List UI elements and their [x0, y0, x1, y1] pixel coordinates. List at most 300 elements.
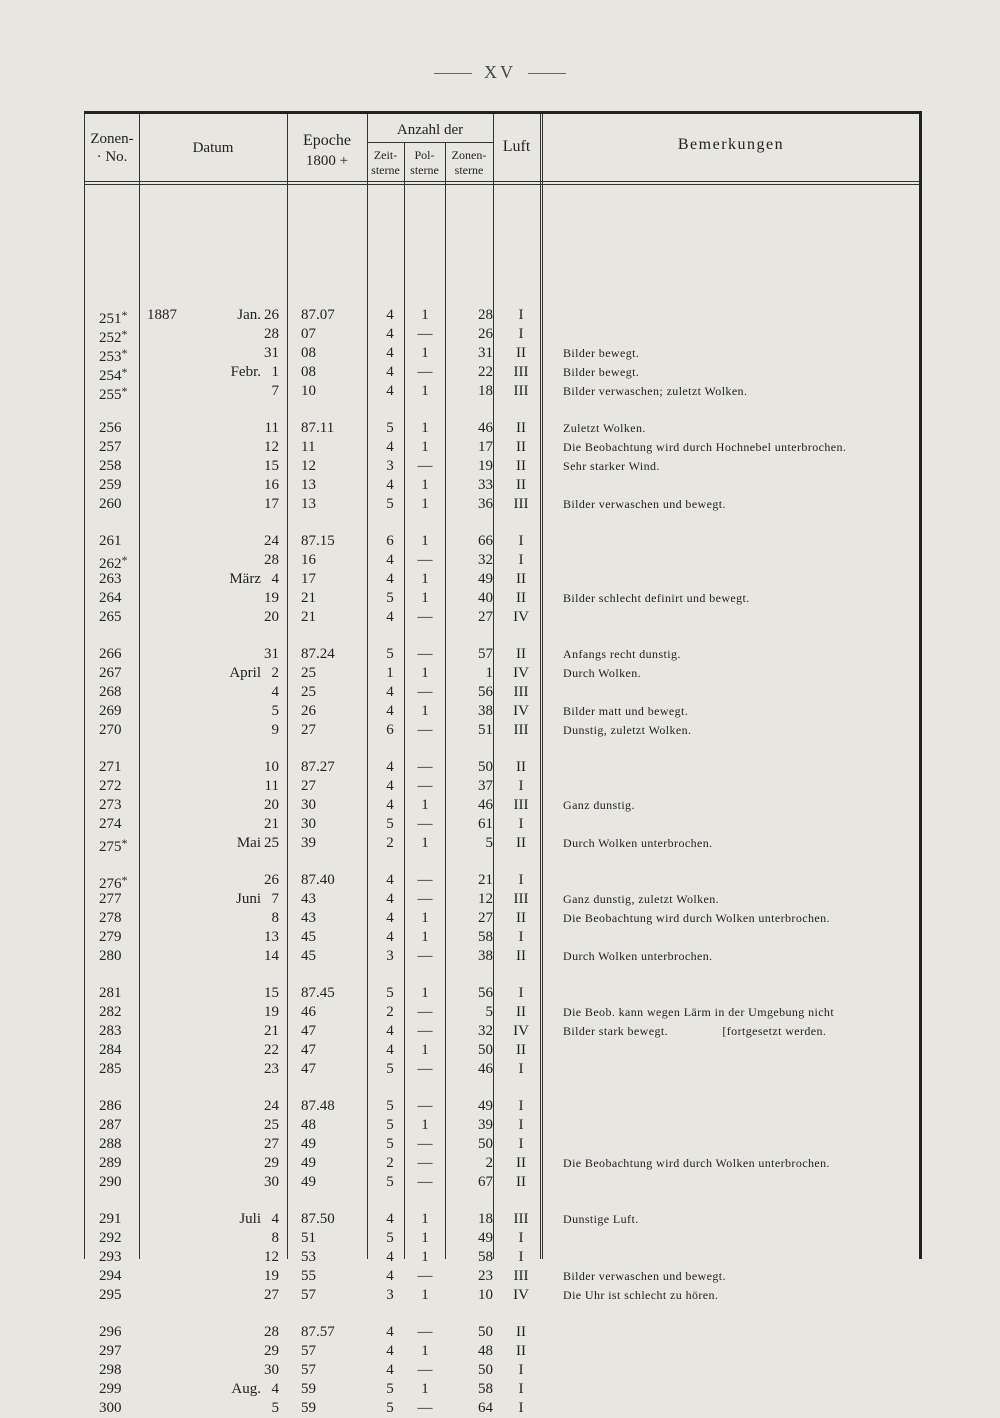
zeitsterne-count: 2 — [386, 1154, 394, 1171]
zonensterne-count: 39 — [478, 1116, 493, 1133]
table-row — [85, 531, 919, 551]
table-row — [85, 1059, 919, 1079]
luft-grade: II — [516, 457, 526, 474]
day: 27 — [264, 1135, 279, 1152]
zone-number: 298 — [99, 1361, 122, 1378]
epoch: 10 — [301, 382, 316, 399]
day: 8 — [271, 909, 279, 926]
polsterne-count: — — [417, 872, 433, 888]
zone-number: 262* — [99, 552, 128, 572]
epoch: 30 — [301, 815, 316, 832]
epoch: 26 — [301, 702, 316, 719]
zone-number: 268 — [99, 683, 122, 700]
zonensterne-count: 21 — [478, 872, 493, 888]
polsterne-count: — — [417, 1098, 433, 1114]
epoch: 45 — [301, 947, 316, 964]
luft-grade: I — [518, 1399, 524, 1416]
epoch: 55 — [301, 1267, 316, 1284]
zeitsterne-count: 4 — [386, 1248, 394, 1265]
zonensterne-count: 5 — [485, 834, 493, 851]
day: 25 — [264, 1116, 279, 1133]
day: 4 — [271, 683, 279, 700]
polsterne-count: 1 — [421, 589, 429, 606]
polsterne-count: — — [417, 1022, 433, 1039]
zone-number: 252* — [99, 326, 128, 346]
epoch: 47 — [301, 1041, 316, 1058]
table-row — [85, 1040, 919, 1060]
day: 7 — [271, 890, 279, 907]
zone-number: 271 — [99, 759, 122, 775]
day: 26 — [264, 872, 279, 888]
zone-number: 258 — [99, 457, 122, 474]
zone-number: 291 — [99, 1211, 122, 1227]
day: 19 — [264, 589, 279, 606]
zonensterne-count: 2 — [485, 1154, 493, 1171]
remark: Bilder verwaschen; zuletzt Wolken. — [563, 383, 748, 398]
zonensterne-count: 50 — [478, 1361, 493, 1378]
epoch: 47 — [301, 1060, 316, 1077]
epoch: 12 — [301, 457, 316, 474]
epoch: 45 — [301, 928, 316, 945]
zeitsterne-count: 4 — [386, 890, 394, 907]
day: 21 — [264, 1022, 279, 1039]
table-row — [85, 1341, 919, 1361]
polsterne-count: — — [417, 947, 433, 964]
zonensterne-count: 46 — [478, 420, 493, 436]
luft-grade: III — [513, 1211, 529, 1227]
zone-number: 251* — [99, 308, 128, 327]
zonensterne-count: 49 — [478, 1229, 493, 1246]
table-row — [85, 456, 919, 476]
zeitsterne-count: 5 — [386, 1135, 394, 1152]
zone-number: 272 — [99, 777, 122, 794]
zeitsterne-count: 4 — [386, 777, 394, 794]
day: 4 — [271, 570, 279, 587]
polsterne-count: — — [417, 1135, 433, 1152]
table-row — [85, 1002, 919, 1022]
remark: Ganz dunstig. — [563, 797, 635, 812]
luft-grade: III — [513, 382, 529, 399]
polsterne-count: 1 — [421, 1286, 429, 1303]
remark: Bilder verwaschen und bewegt. — [563, 496, 726, 511]
polsterne-count: 1 — [421, 495, 429, 512]
zone-number: 297 — [99, 1342, 122, 1359]
polsterne-count: — — [417, 551, 433, 568]
luft-grade: III — [513, 890, 529, 907]
zeitsterne-count: 4 — [386, 438, 394, 455]
zonensterne-count: 40 — [478, 589, 493, 606]
polsterne-count: 1 — [421, 1248, 429, 1265]
day: 30 — [264, 1361, 279, 1378]
month: Juli — [239, 1211, 261, 1227]
zone-number: 274 — [99, 815, 122, 832]
epoch: 21 — [301, 608, 316, 625]
header-luft: Luft — [502, 138, 531, 155]
zeitsterne-count: 5 — [386, 589, 394, 606]
remark: Durch Wolken unterbrochen. — [563, 835, 713, 850]
zone-number: 254* — [99, 364, 128, 384]
polsterne-count: — — [417, 1267, 433, 1284]
table-row — [85, 908, 919, 928]
zeitsterne-count: 4 — [386, 796, 394, 813]
zeitsterne-count: 4 — [386, 1324, 394, 1340]
zonensterne-count: 61 — [478, 815, 493, 832]
zeitsterne-count: 4 — [386, 476, 394, 493]
day: 2 — [271, 664, 279, 681]
zone-number: 282 — [99, 1003, 122, 1020]
header-anzahl: Anzahl der — [396, 122, 464, 138]
header-zonensterne: Zonen- sterne — [451, 148, 487, 177]
polsterne-count: — — [417, 325, 433, 342]
table-row — [85, 983, 919, 1003]
zone-number: 299 — [99, 1380, 122, 1397]
month: Mai — [236, 834, 261, 851]
zone-number: 285 — [99, 1060, 122, 1077]
zonensterne-count: 58 — [478, 1380, 493, 1397]
star-marker: * — [121, 345, 128, 360]
luft-grade: III — [513, 363, 529, 380]
zeitsterne-count: 6 — [386, 721, 394, 738]
day: 31 — [264, 344, 279, 361]
epoch: 87.07 — [301, 307, 335, 323]
zeitsterne-count: 5 — [386, 1399, 394, 1416]
luft-grade: III — [513, 1267, 529, 1284]
zeitsterne-count: 4 — [386, 1267, 394, 1284]
remark: Anfangs recht dunstig. — [563, 647, 681, 661]
zone-number: 281 — [99, 985, 122, 1001]
table-row — [85, 663, 919, 683]
day: 9 — [271, 721, 279, 738]
luft-grade: I — [518, 928, 524, 945]
polsterne-count: — — [417, 363, 433, 380]
star-marker: * — [121, 308, 128, 322]
zeitsterne-count: 4 — [386, 909, 394, 926]
polsterne-count: 1 — [421, 570, 429, 587]
remark: Bilder schlecht definirt und bewegt. — [563, 590, 750, 605]
zone-number: 287 — [99, 1116, 122, 1133]
luft-grade: IV — [513, 1022, 529, 1039]
epoch: 87.11 — [301, 420, 335, 436]
table-frame — [84, 111, 922, 1416]
table-row — [85, 814, 919, 834]
table-row — [85, 1322, 919, 1342]
polsterne-count: 1 — [421, 1041, 429, 1058]
zeitsterne-count: 4 — [386, 759, 394, 775]
day: 20 — [264, 608, 279, 625]
zonensterne-count: 22 — [478, 363, 493, 380]
zone-number: 300 — [99, 1399, 122, 1416]
day: 26 — [264, 307, 279, 323]
zonensterne-count: 31 — [478, 344, 493, 361]
zeitsterne-count: 5 — [386, 1173, 394, 1190]
zonensterne-count: 58 — [478, 928, 493, 945]
day: 5 — [271, 702, 279, 719]
day: 27 — [264, 1286, 279, 1303]
luft-grade: I — [518, 1060, 524, 1077]
zonensterne-count: 50 — [478, 1324, 493, 1340]
epoch: 87.57 — [301, 1324, 335, 1340]
star-marker: * — [121, 835, 128, 850]
zonensterne-count: 46 — [478, 1060, 493, 1077]
luft-grade: II — [516, 476, 526, 493]
page-number — [0, 62, 1000, 83]
zeitsterne-count: 5 — [386, 495, 394, 512]
remark: Sehr starker Wind. — [563, 458, 660, 473]
zeitsterne-count: 4 — [386, 325, 394, 342]
zone-number: 275* — [99, 835, 128, 855]
zeitsterne-count: 5 — [386, 1098, 394, 1114]
polsterne-count: — — [417, 457, 433, 474]
zonensterne-count: 28 — [478, 307, 493, 323]
star-marker: * — [121, 873, 128, 887]
remark: Durch Wolken unterbrochen. — [563, 948, 713, 963]
zeitsterne-count: 5 — [386, 1116, 394, 1133]
luft-grade: II — [516, 1342, 526, 1359]
zeitsterne-count: 3 — [386, 1286, 394, 1303]
zeitsterne-count: 4 — [386, 344, 394, 361]
zeitsterne-count: 5 — [386, 815, 394, 832]
polsterne-count: 1 — [421, 533, 429, 549]
table-row — [85, 644, 919, 664]
polsterne-count: — — [417, 777, 433, 794]
polsterne-count: 1 — [421, 702, 429, 719]
day: 21 — [264, 815, 279, 832]
luft-grade: IV — [513, 1286, 529, 1303]
zeitsterne-count: 5 — [386, 985, 394, 1001]
polsterne-count: 1 — [421, 420, 429, 436]
header-polsterne: Pol- sterne — [410, 148, 439, 177]
zone-number: 278 — [99, 909, 122, 926]
zonensterne-count: 49 — [478, 570, 493, 587]
luft-grade: III — [513, 495, 529, 512]
polsterne-count: 1 — [421, 1229, 429, 1246]
zonensterne-count: 17 — [478, 438, 493, 455]
zeitsterne-count: 4 — [386, 1041, 394, 1058]
day: 24 — [264, 1098, 279, 1114]
remark: Ganz dunstig, zuletzt Wolken. — [563, 891, 720, 906]
zone-number: 259 — [99, 476, 122, 493]
luft-grade: I — [518, 815, 524, 832]
epoch: 57 — [301, 1286, 316, 1303]
zonensterne-count: 48 — [478, 1342, 493, 1359]
zeitsterne-count: 4 — [386, 1342, 394, 1359]
zone-number: 267 — [99, 664, 122, 681]
luft-grade: I — [518, 1380, 524, 1397]
epoch: 08 — [301, 363, 316, 380]
luft-grade: I — [518, 1116, 524, 1133]
zone-number: 286 — [99, 1098, 122, 1114]
epoch: 43 — [301, 890, 316, 907]
zeitsterne-count: 2 — [386, 1003, 394, 1020]
luft-grade: II — [516, 947, 526, 964]
luft-grade: IV — [513, 608, 529, 625]
zone-number: 255* — [99, 383, 128, 403]
table-row — [85, 1115, 919, 1135]
zeitsterne-count: 4 — [386, 1211, 394, 1227]
luft-grade: II — [516, 1041, 526, 1058]
polsterne-count: 1 — [421, 909, 429, 926]
zone-number: 289 — [99, 1154, 122, 1171]
zone-number: 283 — [99, 1022, 122, 1039]
luft-grade: I — [518, 872, 524, 888]
table-row — [85, 1360, 919, 1380]
zeitsterne-count: 5 — [386, 1380, 394, 1397]
polsterne-count: 1 — [421, 1380, 429, 1397]
luft-grade: I — [518, 1135, 524, 1152]
remark: Bilder bewegt. — [563, 364, 640, 379]
polsterne-count: — — [417, 815, 433, 832]
day: 13 — [264, 928, 279, 945]
remark: Bilder stark bewegt. [fortgesetzt werden. — [563, 1023, 827, 1038]
zonensterne-count: 64 — [478, 1399, 493, 1416]
polsterne-count: — — [417, 1399, 433, 1416]
zone-number: 276* — [99, 873, 128, 892]
epoch: 16 — [301, 551, 316, 568]
luft-grade: II — [516, 589, 526, 606]
zonensterne-count: 67 — [478, 1173, 493, 1190]
day: 17 — [264, 495, 279, 512]
table-row — [85, 475, 919, 495]
zonensterne-count: 1 — [485, 664, 493, 681]
month: Juni — [235, 890, 261, 907]
zone-number: 257 — [99, 438, 122, 455]
polsterne-count: — — [417, 1154, 433, 1171]
table-row — [85, 1228, 919, 1248]
day: 15 — [264, 985, 279, 1001]
zeitsterne-count: 4 — [386, 382, 394, 399]
epoch: 59 — [301, 1399, 316, 1416]
luft-grade: I — [518, 1229, 524, 1246]
remark: Dunstig, zuletzt Wolken. — [563, 722, 692, 737]
table-row — [85, 1398, 919, 1418]
luft-grade: II — [516, 1324, 526, 1340]
zonensterne-count: 50 — [478, 1041, 493, 1058]
table-row — [85, 305, 919, 325]
table-row — [85, 927, 919, 947]
star-marker: * — [121, 383, 128, 398]
zonensterne-count: 37 — [478, 777, 493, 794]
anzahl-rule — [367, 142, 493, 143]
zonensterne-count: 33 — [478, 476, 493, 493]
table-row — [85, 1266, 919, 1286]
epoch: 43 — [301, 909, 316, 926]
zone-number: 295 — [99, 1286, 122, 1303]
polsterne-count: 1 — [421, 1116, 429, 1133]
table-row — [85, 607, 919, 627]
luft-grade: IV — [513, 702, 529, 719]
zonensterne-count: 18 — [478, 1211, 493, 1227]
table-row — [85, 1172, 919, 1192]
page-number-dash-right — [528, 73, 566, 74]
polsterne-count: — — [417, 608, 433, 625]
zeitsterne-count: 5 — [386, 420, 394, 436]
polsterne-count: — — [417, 646, 433, 662]
table-row — [85, 381, 919, 401]
day: 14 — [264, 947, 279, 964]
zonensterne-count: 56 — [478, 683, 493, 700]
table-row — [85, 1134, 919, 1154]
zone-number: 256 — [99, 420, 122, 436]
table-row — [85, 776, 919, 796]
star-marker: * — [121, 364, 128, 379]
epoch: 17 — [301, 570, 316, 587]
polsterne-count: — — [417, 890, 433, 907]
day: 15 — [264, 457, 279, 474]
epoch: 51 — [301, 1229, 316, 1246]
header-rule-1 — [85, 181, 919, 182]
epoch: 46 — [301, 1003, 316, 1020]
epoch: 27 — [301, 721, 316, 738]
polsterne-count: 1 — [421, 796, 429, 813]
luft-grade: II — [516, 570, 526, 587]
zonensterne-count: 23 — [478, 1267, 493, 1284]
remark: Zuletzt Wolken. — [563, 421, 646, 435]
zonensterne-count: 27 — [478, 909, 493, 926]
epoch: 49 — [301, 1135, 316, 1152]
epoch: 13 — [301, 495, 316, 512]
zonensterne-count: 5 — [485, 1003, 493, 1020]
table-row — [85, 362, 919, 382]
luft-grade: I — [518, 551, 524, 568]
luft-grade: III — [513, 721, 529, 738]
zonensterne-count: 10 — [478, 1286, 493, 1303]
page-number-text: XV — [484, 62, 516, 82]
zone-number: 277 — [99, 890, 122, 907]
star-marker: * — [121, 552, 128, 567]
epoch: 25 — [301, 683, 316, 700]
polsterne-count: 1 — [421, 985, 429, 1001]
table-row — [85, 1285, 919, 1305]
epoch: 49 — [301, 1154, 316, 1171]
zone-number: 266 — [99, 646, 122, 662]
zonensterne-count: 50 — [478, 759, 493, 775]
remark: Die Beobachtung wird durch Wolken unterbrochen. — [563, 1155, 830, 1170]
polsterne-count: 1 — [421, 344, 429, 361]
zone-number: 269 — [99, 702, 122, 719]
zonensterne-count: 12 — [478, 890, 493, 907]
epoch: 87.48 — [301, 1098, 335, 1114]
polsterne-count: — — [417, 1003, 433, 1020]
page-number-dash-left — [434, 73, 472, 74]
month: März — [229, 570, 261, 587]
month: Aug. — [231, 1380, 261, 1397]
header-rule-2 — [85, 184, 919, 185]
polsterne-count: — — [417, 759, 433, 775]
day: 19 — [264, 1003, 279, 1020]
polsterne-count: 1 — [421, 664, 429, 681]
day: 11 — [264, 420, 279, 436]
table-row — [85, 833, 919, 853]
zonensterne-count: 50 — [478, 1135, 493, 1152]
epoch: 11 — [301, 438, 316, 455]
day: 29 — [264, 1154, 279, 1171]
day: 7 — [271, 382, 279, 399]
day: 1 — [271, 363, 279, 380]
table-row — [85, 1021, 919, 1041]
zonensterne-count: 38 — [478, 947, 493, 964]
zonensterne-count: 57 — [478, 646, 493, 662]
epoch: 53 — [301, 1248, 316, 1265]
polsterne-count: 1 — [421, 382, 429, 399]
zone-number: 296 — [99, 1324, 122, 1340]
month: Jan. — [237, 307, 261, 323]
luft-grade: II — [516, 1154, 526, 1171]
table-row — [85, 588, 919, 608]
zeitsterne-count: 4 — [386, 683, 394, 700]
remark: Die Beob. kann wegen Lärm in der Umgebung nicht — [563, 1004, 835, 1019]
zeitsterne-count: 4 — [386, 702, 394, 719]
table-row — [85, 343, 919, 363]
